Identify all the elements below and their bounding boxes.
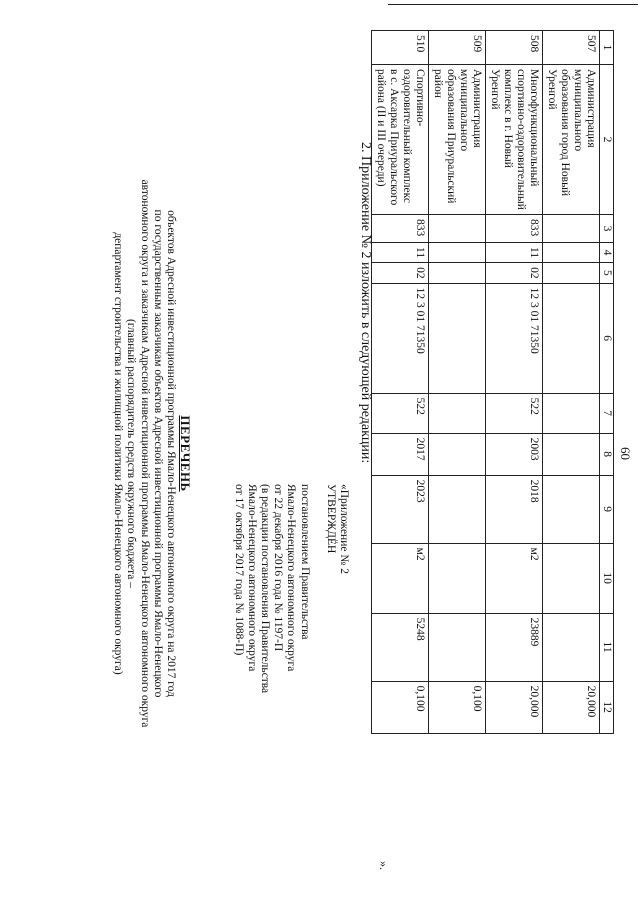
cell-12: 20,000: [543, 681, 600, 733]
cell-4: [429, 243, 486, 263]
row-number: 509: [429, 31, 486, 65]
page-number: 60: [618, 447, 633, 460]
object-name: Спортивно-оздоровительный комплекс в с. Аксарка Приуральского района (II и III очереди): [372, 65, 429, 215]
cell-8: 2017: [372, 433, 429, 475]
column-number: 11: [600, 613, 614, 681]
column-number: 10: [600, 543, 614, 613]
description-line: объектов Адресной инвестиционной программы Ямало-Ненецкого автономного округа на 2017 год: [165, 210, 177, 697]
object-name: Администрация муниципального образования город Новый Уренгой: [543, 65, 600, 215]
cell-6: 12 3 01 71350: [486, 283, 543, 393]
approval-line: (в редакции постановления Правительства: [258, 484, 271, 694]
investment-table: [371, 30, 614, 734]
cell-6: [543, 283, 600, 393]
cell-3: [429, 215, 486, 243]
cell-10: м2: [486, 543, 543, 613]
object-name: Администрация муниципального образования Приуральский район: [429, 65, 486, 215]
cell-9: 2023: [372, 475, 429, 543]
column-number: 5: [600, 263, 614, 284]
cell-7: 522: [372, 393, 429, 433]
closing-quote: ».: [377, 861, 391, 870]
cell-3: [543, 215, 600, 243]
cell-6: 12 3 01 71350: [372, 283, 429, 393]
cell-10: [543, 543, 600, 613]
row-number: 508: [486, 31, 543, 65]
column-number: 9: [600, 475, 614, 543]
top-rule: [388, 4, 638, 5]
description-line: (главный распорядитель средств окружного бюджета –: [125, 318, 138, 589]
cell-4: 11: [372, 243, 429, 263]
cell-7: 522: [486, 393, 543, 433]
table-row: [543, 31, 600, 734]
cell-5: 02: [486, 263, 543, 284]
table-row: [372, 31, 429, 734]
description-line: автономного округа и заказчикам Адресной инвестиционной программы Ямало-Ненецкого автономного округа: [138, 179, 151, 728]
approval-line: от 22 декабря 2016 года № 1197-П: [272, 484, 285, 652]
column-number-row: [600, 31, 614, 734]
column-number: 4: [600, 243, 614, 263]
cell-9: [543, 475, 600, 543]
approval-line: постановлением Правительства: [298, 484, 311, 640]
column-number: 3: [600, 215, 614, 243]
row-number: 507: [543, 31, 600, 65]
appendix-label: «Приложение № 2: [338, 484, 350, 574]
cell-3: 833: [486, 215, 543, 243]
cell-12: 0,100: [372, 681, 429, 733]
description-line: по государственным заказчикам объектов Адресной инвестиционной программы Ямало-Ненецкого: [151, 209, 164, 698]
cell-10: м2: [372, 543, 429, 613]
cell-12: 20,000: [486, 681, 543, 733]
table-row: [429, 31, 486, 734]
cell-5: [543, 263, 600, 284]
cell-3: 833: [372, 215, 429, 243]
cell-6: [429, 283, 486, 393]
table-row: [486, 31, 543, 734]
object-name: Многофункциональный спортивно-оздоровительный комплекс в г. Новый Уренгой: [486, 65, 543, 215]
cell-11: 23889: [486, 613, 543, 681]
cell-5: [429, 263, 486, 284]
cell-8: [543, 433, 600, 475]
approval-line: от 17 октября 2017 года № 1088-П): [232, 484, 245, 656]
approval-block: [231, 484, 350, 784]
column-number: 1: [600, 31, 614, 65]
cell-10: [429, 543, 486, 613]
list-description: [111, 6, 177, 901]
approved-label: УТВЕРЖДЁН: [324, 484, 337, 554]
list-heading: ПЕРЕЧЕНЬ: [178, 415, 193, 492]
cell-4: 11: [486, 243, 543, 263]
rotated-page: [3, 6, 637, 901]
cell-8: [429, 433, 486, 475]
cell-12: 0,100: [429, 681, 486, 733]
column-number: 2: [600, 65, 614, 215]
approval-line: Ямало-Ненецкого автономного округа: [285, 484, 298, 672]
column-number: 7: [600, 393, 614, 433]
cell-4: [543, 243, 600, 263]
cell-9: 2018: [486, 475, 543, 543]
cell-9: [429, 475, 486, 543]
column-number: 6: [600, 283, 614, 393]
cell-5: 02: [372, 263, 429, 284]
cell-11: [429, 613, 486, 681]
approval-line: Ямало-Ненецкого автономного округа: [245, 484, 258, 672]
cell-11: 5248: [372, 613, 429, 681]
description-line: департамент строительства и жилищной политики Ямало-Ненецкого автономного округа): [112, 232, 125, 675]
row-number: 510: [372, 31, 429, 65]
cell-8: 2003: [486, 433, 543, 475]
cell-11: [543, 613, 600, 681]
column-number: 12: [600, 681, 614, 733]
cell-7: [543, 393, 600, 433]
amendment-paragraph: 2. Приложение № 2 изложить в следующей редакции:: [358, 142, 373, 464]
cell-7: [429, 393, 486, 433]
column-number: 8: [600, 433, 614, 475]
